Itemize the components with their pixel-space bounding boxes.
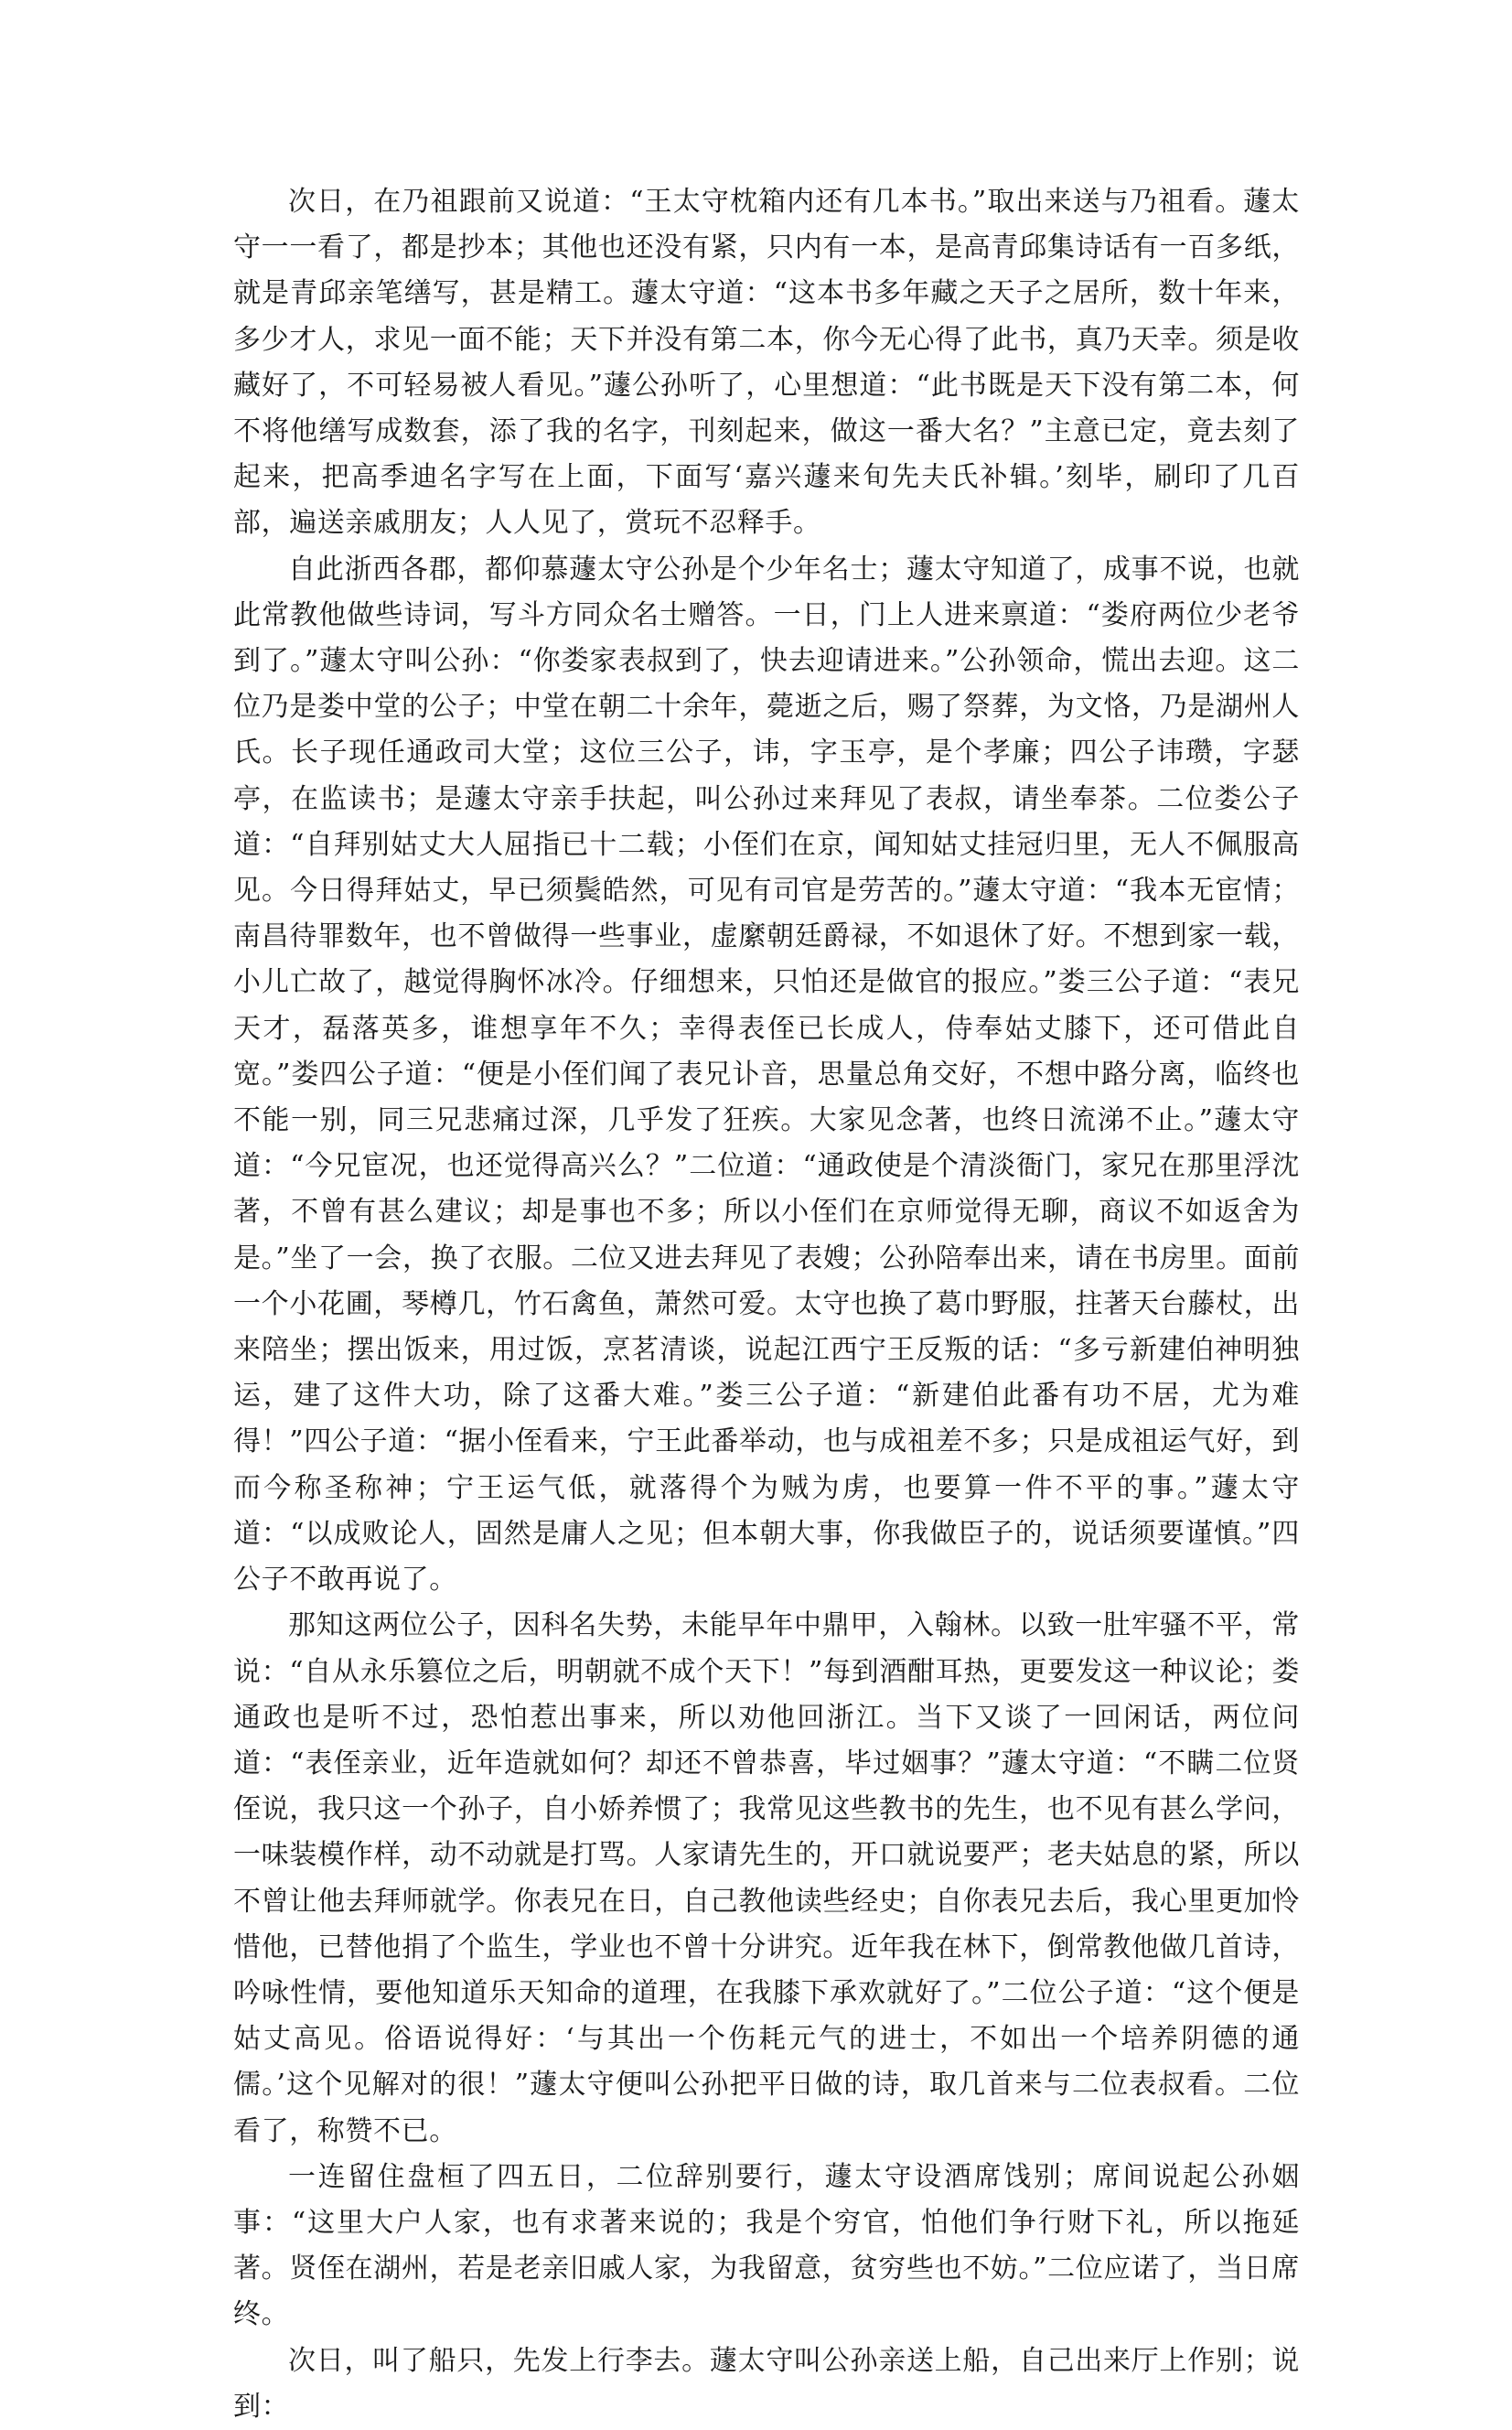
paragraph-1: 次日，在乃祖跟前又说道：“王太守枕箱内还有几本书。”取出来送与乃祖看。蘧太守一一看了，都是抄本；其他也还没有紧，只内有一本，是高青邱集诗话有一百多纸，就是青邱亲笔缮写，甚是精工。蘧太守道：“这本书多年藏之天子之居所，数十年来，多少才人，求见一面不能；天下并没有第二本，你今无心得了此书，真乃天幸。须是收藏好了，不可轻易被人看见。”蘧公孙听了，心里想道：“此书既是天下没有第二本，何不将他缮写成数套，添了我的名字，刊刻起来，做这一番大名？”主意已定，竟去刻了起来，把高季迪名字写在上面，下面写‘嘉兴蘧来旬先夫氏补辑。’刻毕，刷印了几百部，遍送亲戚朋友；人人见了，赏玩不忍释手。 <box>233 186 1300 540</box>
paragraph-4: 一连留住盘桓了四五日，二位辞别要行，蘧太守设酒席饯别；席间说起公孙姻事：“这里大户人家，也有求著来说的；我是个穷官，怕他们争行财下礼，所以拖延著。贤侄在湖州，若是老亲旧戚人家，为我留意，贫穷些也不妨。”二位应诺了，当日席终。 <box>233 2160 1300 2331</box>
paragraph-3: 那知这两位公子，因科名失势，未能早年中鼎甲，入翰林。以致一肚牢骚不平，常说：“自从永乐篡位之后，明朝就不成个天下！”每到酒酣耳热，更要发这一种议论；娄通政也是听不过，恐怕惹出事来，所以劝他回浙江。当下又谈了一回闲话，两位问道：“表侄亲业，近年造就如何？却还不曾恭喜，毕过姻事？”蘧太守道：“不瞒二位贤侄说，我只这一个孙子，自小娇养惯了；我常见这些教书的先生，也不见有甚么学问，一味装模作样，动不动就是打骂。人家请先生的，开口就说要严；老夫姑息的紧，所以不曾让他去拜师就学。你表兄在日，自己教他读些经史；自你表兄去后，我心里更加怜惜他，已替他捐了个监生，学业也不曾十分讲究。近年我在林下，倒常教他做几首诗，吟咏性情，要他知道乐天知命的道理，在我膝下承欢就好了。”二位公子道：“这个便是姑丈高见。俗语说得好：‘与其出一个伤耗元气的进士，不如出一个培养阴德的通儒。’这个见解对的很！”蘧太守便叫公孙把平日做的诗，取几首来与二位表叔看。二位看了，称赞不已。 <box>233 1609 1300 2147</box>
paragraph-5: 次日，叫了船只，先发上行李去。蘧太守叫公孙亲送上船，自己出来厅上作别；说到： <box>233 2344 1300 2423</box>
document-body <box>233 179 1300 2430</box>
paragraph-2: 自此浙西各郡，都仰慕蘧太守公孙是个少年名士；蘧太守知道了，成事不说，也就此常教他做些诗词，写斗方同众名士赠答。一日，门上人进来禀道：“娄府两位少老爷到了。”蘧太守叫公孙：“你娄家表叔到了，快去迎请进来。”公孙领命，慌出去迎。这二位乃是娄中堂的公子；中堂在朝二十余年，薨逝之后，赐了祭葬，为文恪，乃是湖州人氏。长子现任通政司大堂；这位三公子，讳，字玉亭，是个孝廉；四公子讳瓒，字瑟亭，在监读书；是蘧太守亲手扶起，叫公孙过来拜见了表叔，请坐奉茶。二位娄公子道：“自拜别姑丈大人屈指已十二载；小侄们在京，闻知姑丈挂冠归里，无人不佩服高见。今日得拜姑丈，早已须鬓皓然，可见有司官是劳苦的。”蘧太守道：“我本无宦情；南昌待罪数年，也不曾做得一些事业，虚縻朝廷爵禄，不如退休了好。不想到家一载，小儿亡故了，越觉得胸怀冰冷。仔细想来，只怕还是做官的报应。”娄三公子道：“表兄天才，磊落英多，谁想享年不久；幸得表侄已长成人，侍奉姑丈膝下，还可借此自宽。”娄四公子道：“便是小侄们闻了表兄讣音，思量总角交好，不想中路分离，临终也不能一别，同三兄悲痛过深，几乎发了狂疾。大家见念著，也终日流涕不止。”蘧太守道：“今兄宦况，也还觉得高兴么？”二位道：“通政使是个清淡衙门，家兄在那里浮沈著，不曾有甚么建议；却是事也不多；所以小侄们在京师觉得无聊，商议不如返舍为是。”坐了一会，换了衣服。二位又进去拜见了表嫂；公孙陪奉出来，请在书房里。面前一个小花圃，琴樽几，竹石禽鱼，萧然可爱。太守也换了葛巾野服，拄著天台藤杖，出来陪坐；摆出饭来，用过饭，烹茗清谈，说起江西宁王反叛的话：“多亏新建伯神明独运，建了这件大功，除了这番大难。”娄三公子道：“新建伯此番有功不居，尤为难得！”四公子道：“据小侄看来，宁王此番举动，也与成祖差不多；只是成祖运气好，到而今称圣称神；宁王运气低，就落得个为贼为虏，也要算一件不平的事。”蘧太守道：“以成败论人，固然是庸人之见；但本朝大事，你我做臣子的，说话须要谨慎。”四公子不敢再说了。 <box>233 553 1300 1597</box>
